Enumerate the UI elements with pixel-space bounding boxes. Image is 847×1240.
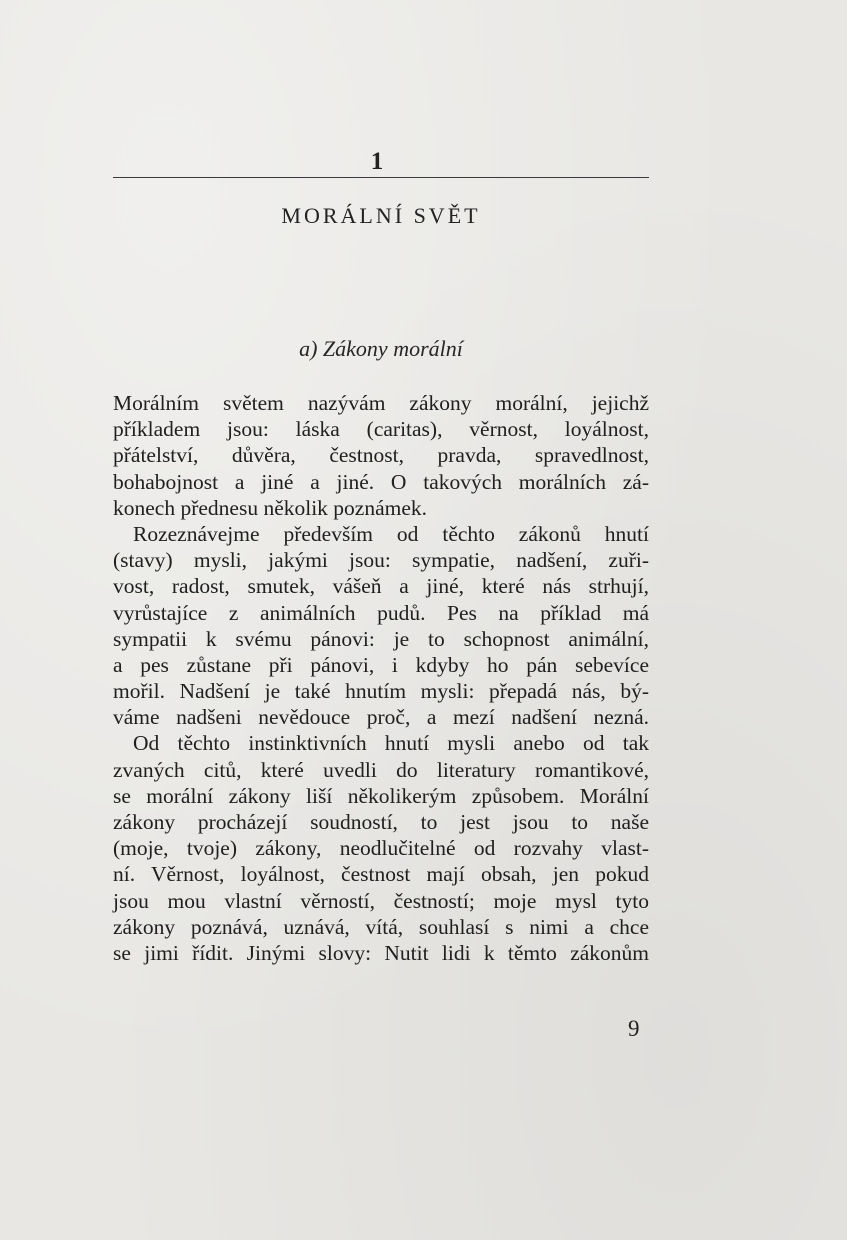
text-line: se morální zákony liší několikerým způsobem. Morální <box>113 783 649 808</box>
chapter-title: MORÁLNÍ SVĚT <box>281 203 481 228</box>
text-line: zákony poznává, uznává, vítá, souhlasí s nimi a chce <box>113 914 649 939</box>
text-line: bohabojnost a jiné a jiné. O takových morálních zá- <box>113 469 649 494</box>
text-line: ní. Věrnost, loyálnost, čestnost mají obsah, jen pokud <box>113 862 649 887</box>
text-line: (moje, tvoje) zákony, neodlučitelné od rozvahy vlast- <box>113 836 649 861</box>
text-line: se jimi řídit. Jinými slovy: Nutit lidi k těmto zákonům <box>113 940 649 965</box>
body-text <box>113 390 649 966</box>
page-number: 9 <box>628 1016 640 1041</box>
text-line: vost, radost, smutek, vášeň a jiné, které nás strhují, <box>113 574 649 599</box>
text-line: sympatii k svému pánovi: je to schopnost animální, <box>113 626 649 651</box>
text-line: vyrůstajíce z animálních pudů. Pes na příklad má <box>113 600 649 625</box>
text-line: příkladem jsou: láska (caritas), věrnost, loyálnost, <box>113 417 649 442</box>
chapter-rule <box>113 177 649 178</box>
chapter-number: 1 <box>370 148 384 175</box>
text-line: zákony procházejí soudností, to jest jsou to naše <box>113 810 649 834</box>
text-line: váme nadšeni nevědouce proč, a mezí nadšení nezná. <box>113 705 649 730</box>
text-line: mořil. Nadšení je také hnutím mysli: přepadá nás, bý- <box>113 679 649 704</box>
text-line: Morálním světem nazývám zákony morální, jejichž <box>113 391 649 415</box>
text-line: a pes zůstane při pánovi, i kdyby ho pán sebevíce <box>113 652 649 677</box>
text-line: konech přednesu několik poznámek. <box>113 495 428 520</box>
text-line: Od těchto instinktivních hnutí mysli anebo od tak <box>133 731 649 756</box>
text-line: zvaných citů, které uvedli do literatury romantikové, <box>113 757 649 782</box>
text-line: přátelství, důvěra, čestnost, pravda, spravedlnost, <box>113 443 649 468</box>
text-line: jsou mou vlastní věrností, čestností; moje mysl tyto <box>113 888 649 913</box>
section-heading: a) Zákony morální <box>299 336 463 361</box>
text-line: Rozeznávejme především od těchto zákonů hnutí <box>133 521 649 546</box>
text-line: (stavy) mysli, jakými jsou: sympatie, nadšení, zuři- <box>113 548 649 573</box>
